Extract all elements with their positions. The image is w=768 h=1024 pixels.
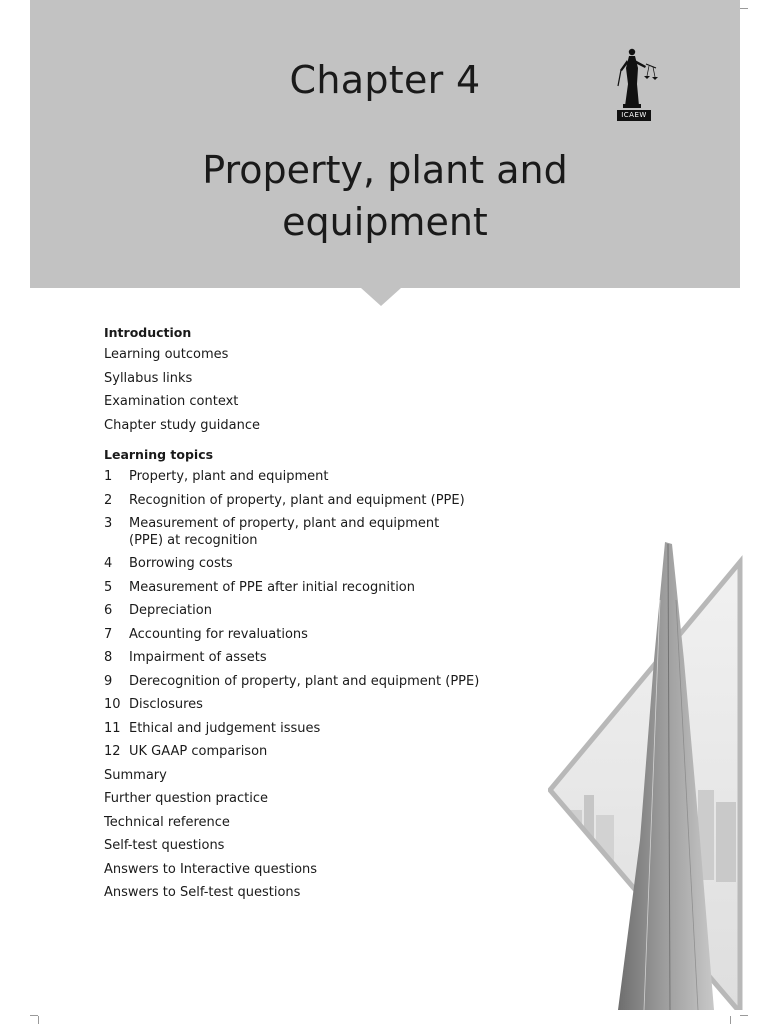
- crop-mark: [38, 1016, 39, 1024]
- topic-label: Accounting for revaluations: [129, 626, 308, 642]
- topic-number: 6: [104, 603, 113, 618]
- skyscraper-photo: [548, 540, 744, 1010]
- topic-row[interactable]: [104, 696, 524, 720]
- topic-number: 2: [104, 492, 113, 508]
- chapter-number: Chapter 4: [289, 58, 481, 102]
- topic-label: Depreciation: [129, 603, 212, 618]
- topic-row[interactable]: [104, 720, 524, 744]
- topic-row[interactable]: [104, 555, 524, 579]
- end-matter-item[interactable]: Further question practice: [104, 791, 269, 806]
- learning-topics-heading: Learning topics: [104, 447, 214, 462]
- topic-row[interactable]: [104, 673, 524, 697]
- chapter-title-text: Property, plant and equipment: [202, 148, 568, 244]
- topic-label: Property, plant and equipment: [129, 469, 329, 484]
- topic-label: Measurement of property, plant and equipment (PPE) at recognition: [129, 516, 440, 548]
- topic-label: Impairment of assets: [129, 650, 267, 665]
- topic-label: Disclosures: [129, 697, 203, 712]
- introduction-item[interactable]: Syllabus links: [104, 370, 193, 386]
- topic-number: 1: [104, 469, 113, 484]
- topic-number: 10: [104, 697, 121, 712]
- topic-number: 7: [104, 626, 113, 642]
- end-matter-item[interactable]: Summary: [104, 767, 167, 783]
- crop-mark: [730, 1016, 731, 1024]
- topic-number: 12: [104, 744, 121, 759]
- topic-label: Derecognition of property, plant and equipment (PPE): [129, 673, 480, 689]
- end-matter-item[interactable]: Self-test questions: [104, 838, 225, 853]
- topic-label: Ethical and judgement issues: [129, 720, 321, 736]
- topic-number: 3: [104, 516, 113, 531]
- end-matter-item[interactable]: Technical reference: [104, 814, 230, 830]
- topic-number: 4: [104, 556, 113, 571]
- topic-row[interactable]: [104, 743, 524, 767]
- topic-row[interactable]: [104, 468, 524, 492]
- topic-number: 11: [104, 720, 121, 736]
- topic-label: Borrowing costs: [129, 556, 233, 571]
- crop-mark: [740, 1015, 748, 1016]
- crop-mark: [30, 1015, 38, 1016]
- introduction-heading: Introduction: [104, 325, 192, 340]
- crop-mark: [740, 8, 748, 9]
- topic-row[interactable]: [104, 649, 524, 673]
- topic-number: 8: [104, 650, 113, 665]
- topic-row[interactable]: [104, 602, 524, 626]
- topic-number: 5: [104, 579, 113, 595]
- topic-number: 9: [104, 673, 113, 689]
- chapter-title: [30, 144, 740, 248]
- topic-row[interactable]: [104, 626, 524, 650]
- topic-label: Recognition of property, plant and equipment (PPE): [129, 492, 465, 508]
- topic-row[interactable]: [104, 515, 524, 555]
- header-notch: [361, 288, 401, 306]
- icaew-logo-text: ICAEW: [617, 110, 651, 121]
- topic-row[interactable]: [104, 492, 524, 516]
- topic-label: UK GAAP comparison: [129, 744, 268, 759]
- topic-row[interactable]: [104, 579, 524, 603]
- chapter-contents: [104, 324, 524, 908]
- end-matter-item[interactable]: Answers to Self-test questions: [104, 885, 301, 900]
- end-matter-item[interactable]: Answers to Interactive questions: [104, 861, 318, 877]
- introduction-item[interactable]: Chapter study guidance: [104, 417, 260, 433]
- topic-label: Measurement of PPE after initial recognition: [129, 579, 415, 595]
- introduction-item[interactable]: Learning outcomes: [104, 347, 229, 362]
- introduction-item[interactable]: Examination context: [104, 394, 239, 409]
